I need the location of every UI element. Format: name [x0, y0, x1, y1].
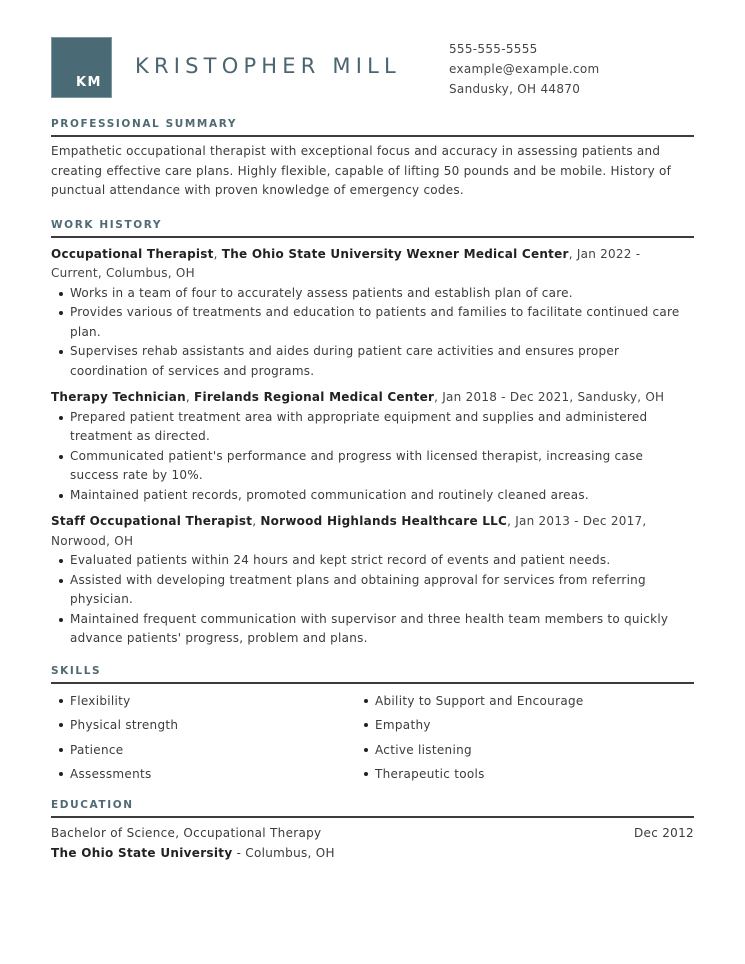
job-separator: , — [185, 390, 195, 404]
job-separator: , — [213, 246, 222, 261]
skill-item: Active listening — [356, 738, 661, 763]
contact-phone: 555-555-5555 — [449, 42, 538, 56]
contact-location: Sandusky, OH 44870 — [449, 82, 581, 96]
job-employer: Norwood Highlands Healthcare LLC — [260, 514, 508, 528]
skill-item: Ability to Support and Encourage — [356, 689, 661, 714]
job-bullet: Supervises rehab assistants and aides during patient care activities and ensures proper coordination of services and programs. — [51, 342, 694, 381]
job-separator: , — [252, 514, 261, 528]
education-location: - Columbus, OH — [232, 845, 335, 860]
job-details: , Jan 2022 - Current, Columbus, OH — [51, 246, 641, 280]
education-degree-row — [51, 823, 694, 843]
job-bullets — [51, 284, 694, 382]
education-section — [51, 799, 694, 863]
education-date: Dec 2012 — [634, 825, 694, 840]
job-employer: Firelands Regional Medical Center — [194, 390, 435, 404]
education-degree: Bachelor of Science, Occupational Therapy — [51, 825, 322, 840]
education-school: The Ohio State University — [51, 845, 233, 860]
education-school-row — [51, 843, 694, 863]
job-role: Therapy Technician — [51, 390, 186, 404]
skill-item: Physical strength — [51, 713, 356, 738]
job-bullets — [51, 551, 694, 649]
work-history-section — [51, 219, 694, 649]
skills-list — [51, 689, 694, 787]
monogram-initials: KM — [75, 75, 102, 90]
professional-summary-section — [51, 118, 694, 201]
job-entry — [51, 245, 694, 382]
job-employer: The Ohio State University Wexner Medical Center — [221, 246, 569, 261]
job-bullet: Provides various of treatments and education to patients and families to facilitate continued care plan. — [51, 303, 694, 342]
job-details: , Jan 2013 - Dec 2017, Norwood, OH — [51, 514, 647, 548]
resume-page — [51, 37, 694, 863]
job-bullet: Evaluated patients within 24 hours and kept strict record of events and patient needs. — [51, 551, 694, 571]
section-divider — [51, 236, 694, 238]
contact-info — [449, 39, 599, 99]
section-title-work: WORK HISTORY — [51, 218, 163, 231]
monogram-badge — [51, 37, 112, 98]
skill-item: Patience — [51, 738, 356, 763]
job-heading — [51, 245, 694, 284]
job-bullet: Maintained frequent communication with supervisor and three health team members to quickly advance patients' progress, problem and plans. — [51, 610, 694, 649]
section-title-summary: PROFESSIONAL SUMMARY — [51, 118, 238, 130]
skill-item: Assessments — [51, 762, 356, 787]
summary-text: Empathetic occupational therapist with exceptional focus and accuracy in assessing patients and creating effective care plans. Highly flexible, capable of lifting 50 pounds and be mobile. History of punctual attendance with proven knowledge of emergency codes. — [51, 144, 672, 197]
section-divider — [51, 682, 694, 684]
contact-email: example@example.com — [449, 62, 600, 76]
candidate-name: KRISTOPHER MILL — [135, 54, 401, 78]
job-heading — [51, 388, 694, 408]
section-divider — [51, 816, 694, 818]
skill-item: Empathy — [356, 713, 661, 738]
section-title-skills: SKILLS — [51, 664, 102, 677]
section-title-education: EDUCATION — [51, 798, 134, 811]
job-details: , Jan 2018 - Dec 2021, Sandusky, OH — [434, 390, 665, 404]
job-role: Occupational Therapist — [51, 246, 214, 261]
job-entry — [51, 388, 694, 505]
job-bullet: Works in a team of four to accurately assess patients and establish plan of care. — [51, 284, 694, 304]
skills-section — [51, 665, 694, 787]
job-bullets — [51, 408, 694, 506]
job-role: Staff Occupational Therapist — [51, 514, 253, 528]
job-entry — [51, 512, 694, 649]
job-bullet: Maintained patient records, promoted communication and routinely cleaned areas. — [51, 486, 694, 506]
skill-item: Therapeutic tools — [356, 762, 661, 787]
job-bullet: Assisted with developing treatment plans and obtaining approval for services from referring physician. — [51, 571, 694, 610]
skill-item: Flexibility — [51, 689, 356, 714]
job-heading — [51, 512, 694, 551]
section-divider — [51, 135, 694, 137]
resume-header — [51, 37, 694, 99]
job-bullet: Prepared patient treatment area with appropriate equipment and supplies and administered treatment as directed. — [51, 408, 694, 447]
job-bullet: Communicated patient's performance and progress with licensed therapist, increasing case success rate by 10%. — [51, 447, 694, 486]
